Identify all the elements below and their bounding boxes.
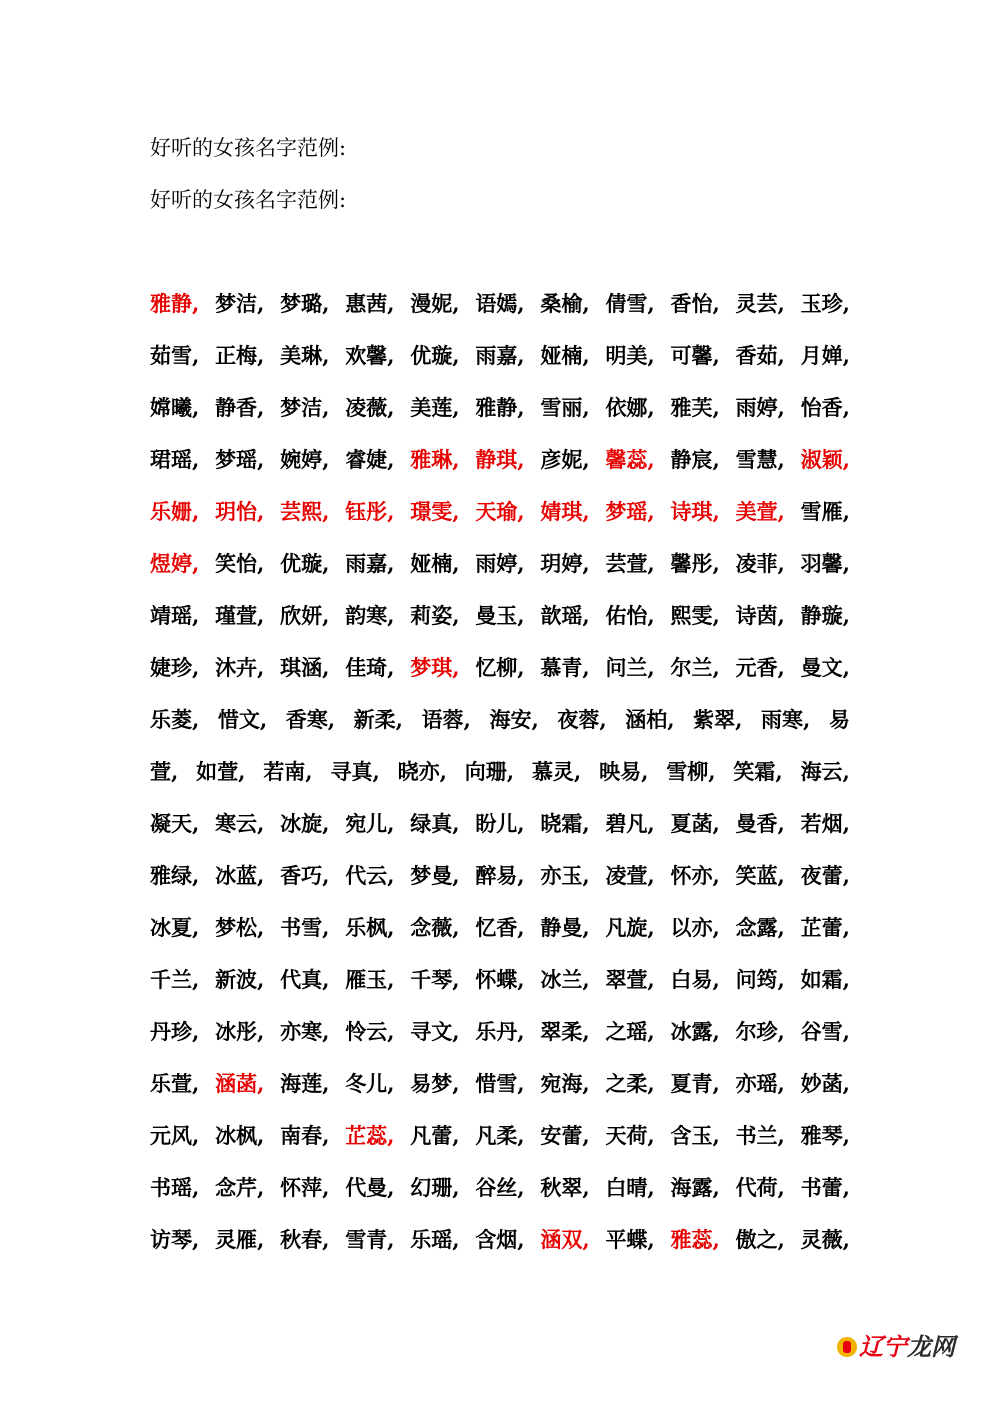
name-item: 笑怡,: [215, 551, 265, 576]
name-item: 凌菲,: [735, 551, 785, 576]
name-item: 乐菱,: [150, 707, 200, 732]
name-item: 新柔,: [353, 707, 403, 732]
name-item: 乐瑶,: [410, 1227, 460, 1252]
highlighted-name: 诗琪,: [670, 499, 720, 524]
name-item: 绿真,: [410, 811, 460, 836]
highlighted-name: 婧琪,: [540, 499, 590, 524]
highlighted-name: 涵菡,: [215, 1071, 265, 1096]
highlighted-name: 馨蕊,: [605, 447, 655, 472]
name-item: 之瑶,: [605, 1019, 655, 1044]
name-item: 冬儿,: [345, 1071, 395, 1096]
name-item: 寻真,: [330, 759, 380, 784]
name-item: 丹珍,: [150, 1019, 200, 1044]
name-item: 倩雪,: [605, 291, 655, 316]
site-watermark: [837, 1332, 955, 1362]
name-item: 雪丽,: [540, 395, 590, 420]
name-item: 雨婷,: [475, 551, 525, 576]
name-item: 念露,: [735, 915, 785, 940]
name-item: 惜雪,: [475, 1071, 525, 1096]
name-item: 佳琦,: [345, 655, 395, 680]
name-item: 冰兰,: [540, 967, 590, 992]
name-item: 诗茵,: [735, 603, 785, 628]
name-item: 新波,: [215, 967, 265, 992]
name-item: 如萱,: [196, 759, 246, 784]
name-item: 千兰,: [150, 967, 200, 992]
name-line: [150, 902, 850, 954]
highlighted-name: 雅琳,: [410, 447, 460, 472]
name-item: 海莲,: [280, 1071, 330, 1096]
name-item: 香怡,: [670, 291, 720, 316]
name-item: 白易,: [670, 967, 720, 992]
name-item: 芸萱,: [605, 551, 655, 576]
name-item: 千琴,: [410, 967, 460, 992]
highlighted-name: 涵双,: [540, 1227, 590, 1252]
watermark-text-b: 龙网: [907, 1333, 955, 1361]
name-line: [150, 486, 850, 538]
name-item: 雪雁,: [800, 499, 850, 524]
name-item: 宛儿,: [345, 811, 395, 836]
name-line: [150, 798, 850, 850]
name-item: 乐枫,: [345, 915, 395, 940]
name-line: [150, 590, 850, 642]
name-item: 沐卉,: [215, 655, 265, 680]
name-item: 妙菡,: [800, 1071, 850, 1096]
name-item: 曼文,: [800, 655, 850, 680]
highlighted-name: 静琪,: [475, 447, 525, 472]
name-item: 代真,: [280, 967, 330, 992]
name-item: 碧凡,: [605, 811, 655, 836]
name-line: [150, 746, 850, 798]
name-item: 凌萱,: [605, 863, 655, 888]
name-line: [150, 434, 850, 486]
name-item: 盼儿,: [475, 811, 525, 836]
name-item: 雁玉,: [345, 967, 395, 992]
name-item: 凌薇,: [345, 395, 395, 420]
name-item: 美莲,: [410, 395, 460, 420]
name-item: 雨嘉,: [345, 551, 395, 576]
name-item: 月婵,: [800, 343, 850, 368]
name-item: 忆柳,: [475, 655, 525, 680]
name-item: 翠萱,: [605, 967, 655, 992]
name-item: 念薇,: [410, 915, 460, 940]
name-item: 娅楠,: [410, 551, 460, 576]
name-item: 若烟,: [800, 811, 850, 836]
name-item: 书雪,: [280, 915, 330, 940]
name-item: 谷雪,: [800, 1019, 850, 1044]
highlighted-name: 玥怡,: [215, 499, 265, 524]
name-item: 香茹,: [735, 343, 785, 368]
name-item: 睿婕,: [345, 447, 395, 472]
name-item: 元香,: [735, 655, 785, 680]
name-item: 怡香,: [800, 395, 850, 420]
name-item: 可馨,: [670, 343, 720, 368]
name-item: 梦洁,: [215, 291, 265, 316]
name-item: 易梦,: [410, 1071, 460, 1096]
name-item: 雅静,: [475, 395, 525, 420]
name-item: 正梅,: [215, 343, 265, 368]
name-line: [150, 1162, 850, 1214]
name-item: 白晴,: [605, 1175, 655, 1200]
watermark-text-a: 辽宁: [859, 1333, 907, 1361]
name-item: 代曼,: [345, 1175, 395, 1200]
name-item: 珺瑶,: [150, 447, 200, 472]
name-item: 冰蓝,: [215, 863, 265, 888]
name-item: 雅芙,: [670, 395, 720, 420]
name-item: 静璇,: [800, 603, 850, 628]
name-item: 乐丹,: [475, 1019, 525, 1044]
name-item: 书蕾,: [800, 1175, 850, 1200]
name-item: 彦妮,: [540, 447, 590, 472]
name-item: 曼玉,: [475, 603, 525, 628]
name-item: 雅绿,: [150, 863, 200, 888]
name-item: 之柔,: [605, 1071, 655, 1096]
name-item: 静宸,: [670, 447, 720, 472]
name-item: 海云,: [800, 759, 850, 784]
name-item: 雪青,: [345, 1227, 395, 1252]
highlighted-name: 璟雯,: [410, 499, 460, 524]
name-item: 若南,: [263, 759, 313, 784]
highlighted-name: 乐姗,: [150, 499, 200, 524]
name-item: 桑榆,: [540, 291, 590, 316]
highlighted-name: 雅静,: [150, 291, 200, 316]
name-item: 芷蕾,: [800, 915, 850, 940]
name-item: 语蓉,: [421, 707, 471, 732]
name-item: 靖瑶,: [150, 603, 200, 628]
highlighted-name: 芷蕊,: [345, 1123, 395, 1148]
name-item: 笑霜,: [733, 759, 783, 784]
name-item: 寻文,: [410, 1019, 460, 1044]
highlighted-name: 淑颖,: [800, 447, 850, 472]
name-item: 忆香,: [475, 915, 525, 940]
highlighted-name: 梦琪,: [410, 655, 460, 680]
name-item: 访琴,: [150, 1227, 200, 1252]
name-item: 馨彤,: [670, 551, 720, 576]
name-item: 以亦,: [670, 915, 720, 940]
name-item: 冰旋,: [280, 811, 330, 836]
name-line: [150, 1214, 850, 1266]
name-item: 静香,: [215, 395, 265, 420]
name-item: 海安,: [489, 707, 539, 732]
name-item: 夜蕾,: [800, 863, 850, 888]
name-item: 梦璐,: [280, 291, 330, 316]
name-item: 涵柏,: [625, 707, 675, 732]
name-item: 婉婷,: [280, 447, 330, 472]
name-item: 晓霜,: [540, 811, 590, 836]
name-item: 雨寒,: [761, 707, 811, 732]
highlighted-name: 芸熙,: [280, 499, 330, 524]
name-item: 曼香,: [735, 811, 785, 836]
name-item: 茹雪,: [150, 343, 200, 368]
name-item: 代荷,: [735, 1175, 785, 1200]
name-item: 歆瑶,: [540, 603, 590, 628]
name-item: 醉易,: [475, 863, 525, 888]
name-item: 漫妮,: [410, 291, 460, 316]
highlighted-name: 雅蕊,: [670, 1227, 720, 1252]
name-item: 玉珍,: [800, 291, 850, 316]
name-line: [150, 330, 850, 382]
name-item: 怀亦,: [670, 863, 720, 888]
name-item: 怜云,: [345, 1019, 395, 1044]
name-item: 如霜,: [800, 967, 850, 992]
name-item: 萱,: [150, 759, 179, 784]
name-item: 熙雯,: [670, 603, 720, 628]
name-item: 映易,: [599, 759, 649, 784]
name-item: 含玉,: [670, 1123, 720, 1148]
name-line: [150, 850, 850, 902]
highlighted-name: 天瑜,: [475, 499, 525, 524]
name-item: 香巧,: [280, 863, 330, 888]
name-line: [150, 954, 850, 1006]
name-item: 平蝶,: [605, 1227, 655, 1252]
name-item: 晓亦,: [397, 759, 447, 784]
name-item: 莉姿,: [410, 603, 460, 628]
name-item: 元风,: [150, 1123, 200, 1148]
name-item: 代云,: [345, 863, 395, 888]
name-item: 梦瑶,: [215, 447, 265, 472]
name-item: 优璇,: [280, 551, 330, 576]
name-item: 乐萱,: [150, 1071, 200, 1096]
name-item: 书兰,: [735, 1123, 785, 1148]
name-item: 佑怡,: [605, 603, 655, 628]
name-item: 慕青,: [540, 655, 590, 680]
name-item: 韵寒,: [345, 603, 395, 628]
name-item: 尔珍,: [735, 1019, 785, 1044]
name-item: 灵薇,: [800, 1227, 850, 1252]
name-item: 亦玉,: [540, 863, 590, 888]
name-item: 凡蕾,: [410, 1123, 460, 1148]
name-item: 问筠,: [735, 967, 785, 992]
name-item: 琪涵,: [280, 655, 330, 680]
name-item: 雨嘉,: [475, 343, 525, 368]
heading-line-2: 好听的女孩名字范例:: [150, 188, 347, 212]
name-item: 怀萍,: [280, 1175, 330, 1200]
name-item: 亦寒,: [280, 1019, 330, 1044]
name-item: 夜蓉,: [557, 707, 607, 732]
name-item: 灵雁,: [215, 1227, 265, 1252]
highlighted-name: 美萱,: [735, 499, 785, 524]
name-item: 宛海,: [540, 1071, 590, 1096]
name-item: 谷丝,: [475, 1175, 525, 1200]
name-item: 傲之,: [735, 1227, 785, 1252]
name-item: 书瑶,: [150, 1175, 200, 1200]
name-line: [150, 694, 850, 746]
name-item: 含烟,: [475, 1227, 525, 1252]
name-line: [150, 538, 850, 590]
name-item: 明美,: [605, 343, 655, 368]
name-item: 怀蝶,: [475, 967, 525, 992]
name-item: 婕珍,: [150, 655, 200, 680]
name-item: 静曼,: [540, 915, 590, 940]
name-item: 笑蓝,: [735, 863, 785, 888]
highlighted-name: 煜婷,: [150, 551, 200, 576]
name-item: 尔兰,: [670, 655, 720, 680]
name-item: 秋翠,: [540, 1175, 590, 1200]
watermark-emblem-icon: [837, 1337, 857, 1357]
name-item: 娅楠,: [540, 343, 590, 368]
name-item: 语嫣,: [475, 291, 525, 316]
name-line: [150, 278, 850, 330]
name-item: 夏菡,: [670, 811, 720, 836]
name-item: 雨婷,: [735, 395, 785, 420]
name-item: 梦松,: [215, 915, 265, 940]
name-item: 香寒,: [285, 707, 336, 732]
name-item: 优璇,: [410, 343, 460, 368]
highlighted-name: 钰彤,: [345, 499, 395, 524]
name-item: 问兰,: [605, 655, 655, 680]
name-list: [150, 278, 850, 1266]
name-item: 羽馨,: [800, 551, 850, 576]
name-item: 天荷,: [605, 1123, 655, 1148]
name-item: 雪柳,: [666, 759, 716, 784]
name-item: 南春,: [280, 1123, 330, 1148]
name-item: 秋春,: [280, 1227, 330, 1252]
name-item: 亦瑶,: [735, 1071, 785, 1096]
name-item: 翠柔,: [540, 1019, 590, 1044]
name-item: 冰枫,: [215, 1123, 265, 1148]
name-line: [150, 1058, 850, 1110]
name-item: 依娜,: [605, 395, 655, 420]
name-item: 安蕾,: [540, 1123, 590, 1148]
name-line: [150, 1110, 850, 1162]
heading-line-1: 好听的女孩名字范例:: [150, 136, 347, 160]
name-item: 寒云,: [215, 811, 265, 836]
name-item: 梦曼,: [410, 863, 460, 888]
name-item: 紫翠,: [693, 707, 743, 732]
name-item: 易: [828, 707, 850, 732]
name-item: 凡旋,: [605, 915, 655, 940]
name-item: 灵芸,: [735, 291, 785, 316]
highlighted-name: 梦瑶,: [605, 499, 655, 524]
name-line: [150, 1006, 850, 1058]
name-item: 念芹,: [215, 1175, 265, 1200]
name-item: 冰夏,: [150, 915, 200, 940]
name-item: 美琳,: [280, 343, 330, 368]
name-item: 雪慧,: [735, 447, 785, 472]
name-item: 幻珊,: [410, 1175, 460, 1200]
name-item: 凝天,: [150, 811, 200, 836]
name-item: 冰露,: [670, 1019, 720, 1044]
name-item: 夏青,: [670, 1071, 720, 1096]
name-item: 雅琴,: [800, 1123, 850, 1148]
name-item: 向珊,: [464, 759, 515, 784]
name-item: 冰彤,: [215, 1019, 265, 1044]
name-item: 惜文,: [217, 707, 268, 732]
name-line: [150, 382, 850, 434]
name-item: 凡柔,: [475, 1123, 525, 1148]
name-item: 海露,: [670, 1175, 720, 1200]
name-item: 慕灵,: [531, 759, 582, 784]
name-item: 欢馨,: [345, 343, 395, 368]
name-item: 嫦曦,: [150, 395, 200, 420]
name-item: 惠茜,: [345, 291, 395, 316]
name-item: 梦洁,: [280, 395, 330, 420]
name-item: 欣妍,: [280, 603, 330, 628]
name-line: [150, 642, 850, 694]
name-item: 玥婷,: [540, 551, 590, 576]
name-item: 瑾萱,: [215, 603, 265, 628]
